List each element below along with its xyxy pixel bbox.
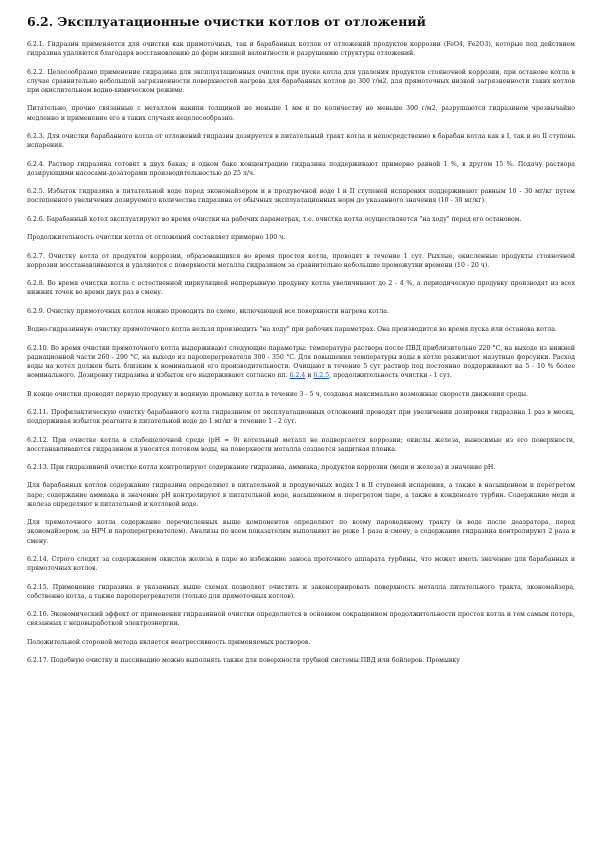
paragraph-6-2-12: 6.2.12. При очистке котла в слабощелочной среде (pH ≈ 9) котельный металл не подвергается коррозии; окислы железа, выносимые из его поверхности, восстанавливаются гидразином и уносятся потоком воды, на поверхности металла создается защитная пленка.: [27, 436, 575, 453]
paragraph-6-2-15: 6.2.15. Применение гидразина в указанных выше схемах позволяет очистить и законсервировать поверхность металла питательного тракта, экономайзера, собственно котла, а также пароперегревателя (только для прямоточных котлов).: [27, 583, 575, 600]
paragraph-duration: Продолжительность очистки котла от отложений составляет примерно 100 ч.: [27, 234, 286, 242]
paragraph-6-2-10-tail: , продолжительность очистки - 1 сут.: [329, 372, 452, 380]
section-body: [27, 40, 575, 665]
link-6-2-4[interactable]: 6.2.4: [289, 372, 306, 380]
paragraph-6-2-5: 6.2.5. Избыток гидразина в питательной воде перед экономайзером и в продувочной воде I и II ступеней испарения поддерживают равным 10 - 30 мг/кг путем постепенного увеличения дозируемого количества гидразина от обычных эксплуатационных норм до указанного значения (10 - 30 мг/кг).: [27, 188, 575, 205]
paragraph-6-2-10: [27, 344, 575, 381]
paragraph-6-2-8: 6.2.8. Во время очистки котла с естественной циркуляцией непрерывную продувку котла увеличивают до 2 - 4 %, а периодическую продувку производят из всех нижних точек во время двух раз в смену.: [27, 280, 575, 297]
paragraph-6-2-4: 6.2.4. Раствор гидразина готовят в двух баках; в одном баке концентрацию гидразина поддерживают примерно равной 1 %, в другом 15 %. Подачу раствора дозирующими насосами-дозаторами производительностью до 25 л/ч.: [27, 160, 575, 177]
paragraph-drum-control: Для барабанных котлов содержание гидразина определяют в питательной и продувочных водах I и II ступеней испарения, а также в насыщенном и перегретом паре; содержание аммиака и значение pH контролируют в питательной воде, насыщенном и перегретом паре, а также в конденсате турбин. Содержание меди и железа определяют в питательной и котловой воде.: [27, 482, 575, 508]
paragraph-advantage: Положительной стороной метода является неагрессивность применяемых растворов.: [27, 638, 311, 646]
paragraph-6-2-13: 6.2.13. При гидразинной очистке котла контролируют содержание гидразина, аммиака, продуктов коррозии (меди и железа) и значение pH.: [27, 464, 496, 472]
paragraph-6-2-11: 6.2.11. Профилактическую очистку барабанного котла гидразином от эксплуатационных отложений проводят при увеличении дозировки гидразина 1 раз в месяц, поддерживая избыток реагента в питательной воде до 1 мг/кг в течение 1 - 2 сут.: [27, 408, 575, 426]
paragraph-6-2-10-text: 6.2.10. Во время очистки прямоточного котла выдерживают следующие параметры: температура раствора после ПВД приблизительно 220 °С, на выходе из нижней радиационной части 260 - 290 °С, на выходе из пароперегревателя 300 - 350 °С. Для повышения температуры воды в котле разжигают мазутные форсунки. Расход воды на котел должен быть близким к номинальной его производительности. Очищают в течение 5 сут раствор под постоянно поддерживают на 5 - 10 % более номинального. Дозировку гидразина и избыток его выдерживают согласно пп.: [27, 344, 575, 380]
paragraph-6-2-17: 6.2.17. Подобную очистку и пассивацию можно выполнять также для поверхности трубной системы ПВД или бойлеров. Промывку: [27, 657, 460, 665]
paragraph-6-2-14: 6.2.14. Строго следят за содержанием окислов железа в паре во избежание заноса проточного аппарата турбины, что может иметь значение для барабанных и прямоточных котлов.: [27, 556, 575, 573]
paragraph-6-2-3: 6.2.3. Для очистки барабанного котла от отложений гидразин дозируется в питательный тракт котла и непосредственно в барабан котла как в I, так и во II ступень испарения.: [27, 132, 575, 150]
paragraph-6-2-1: 6.2.1. Гидразин применяется для очистки как прямоточных, так и барабанных котлов от отложений продуктов коррозии (FeO4, Fe2O3), которые под действием гидразина удаляются благодаря восстановлению до форм низшей валентности и разрушению структуры отложений.: [27, 41, 575, 58]
link-6-2-5[interactable]: 6.2.5: [313, 372, 330, 380]
paragraph-6-2-9: 6.2.9. Очистку прямоточных котлов можно проводить по схеме, включающей все поверхности нагрева котла.: [27, 307, 389, 315]
conjunction-text: и: [305, 372, 314, 380]
paragraph-6-2-16: 6.2.16. Экономический эффект от применения гидразинной очистки определяется в основном сокращением продолжительности простоя котла и тем самым потерь, связанных с недовыработкой электроэнергии.: [27, 611, 575, 628]
paragraph-6-2-7: 6.2.7. Очистку котла от продуктов коррозии, образовавшихся во время простоя котла, проводят в течение 1 сут. Рыхлые, окисленные продукты стояночной коррозии восстанавливаются и удаляются с поверхности металла гидразином за сравнительно небольшие промежутки времени (10 - 20 ч).: [27, 252, 575, 269]
paragraph-6-2-6: 6.2.6. Барабанный котел эксплуатируют во время очистки на рабочих параметрах, т.е. очистка котла осуществляется "на ходу" перед его остановом.: [27, 215, 522, 223]
paragraph-flush-note: В конце очистки проводят первую продувку и водяную промывку котла в течение 3 - 5 ч, создавая максимально возможные скорости движения среды.: [27, 390, 529, 398]
paragraph-once-through-control: Для прямоточного котла содержание перечисленных выше компонентов определяют по всему пароводяному тракту (в воде после деаэратора, перед экономайзером, за НРЧ и пароперегревателем). Анализы по всем показателям выполняют не реже 1 раза в смену, а содержание гидразина контролируют 2 раза в смену.: [27, 519, 575, 545]
paragraph-once-through-note: Водно-гидразинную очистку прямоточного котла нельзя производить "на ходу" при рабочих параметрах. Она производится во время пуска или останова котла.: [27, 326, 557, 334]
paragraph-6-2-2: 6.2.2. Целесообразно применение гидразина для эксплуатационных очисток при пуске котла для удаления продуктов стояночной коррозии, при останове котла в случае сравнительно небольшой загрязненности поверхностей нагрева для барабанных котлов до 300 г/м2, для прямоточных низкой загрязненности таких котлов при окислительном водно-химическом режиме.: [27, 68, 575, 94]
section-title: 6.2. Эксплуатационные очистки котлов от отложений: [27, 14, 426, 29]
paragraph-scale-note: Питательно, прочно связанные с металлом накипи толщиной не меньше 1 мм и по количеству не меньше 300 г/м2, разрушаются гидразином чрезвычайно медленно и применение его в таких случаях нецелесообразно.: [27, 105, 575, 122]
